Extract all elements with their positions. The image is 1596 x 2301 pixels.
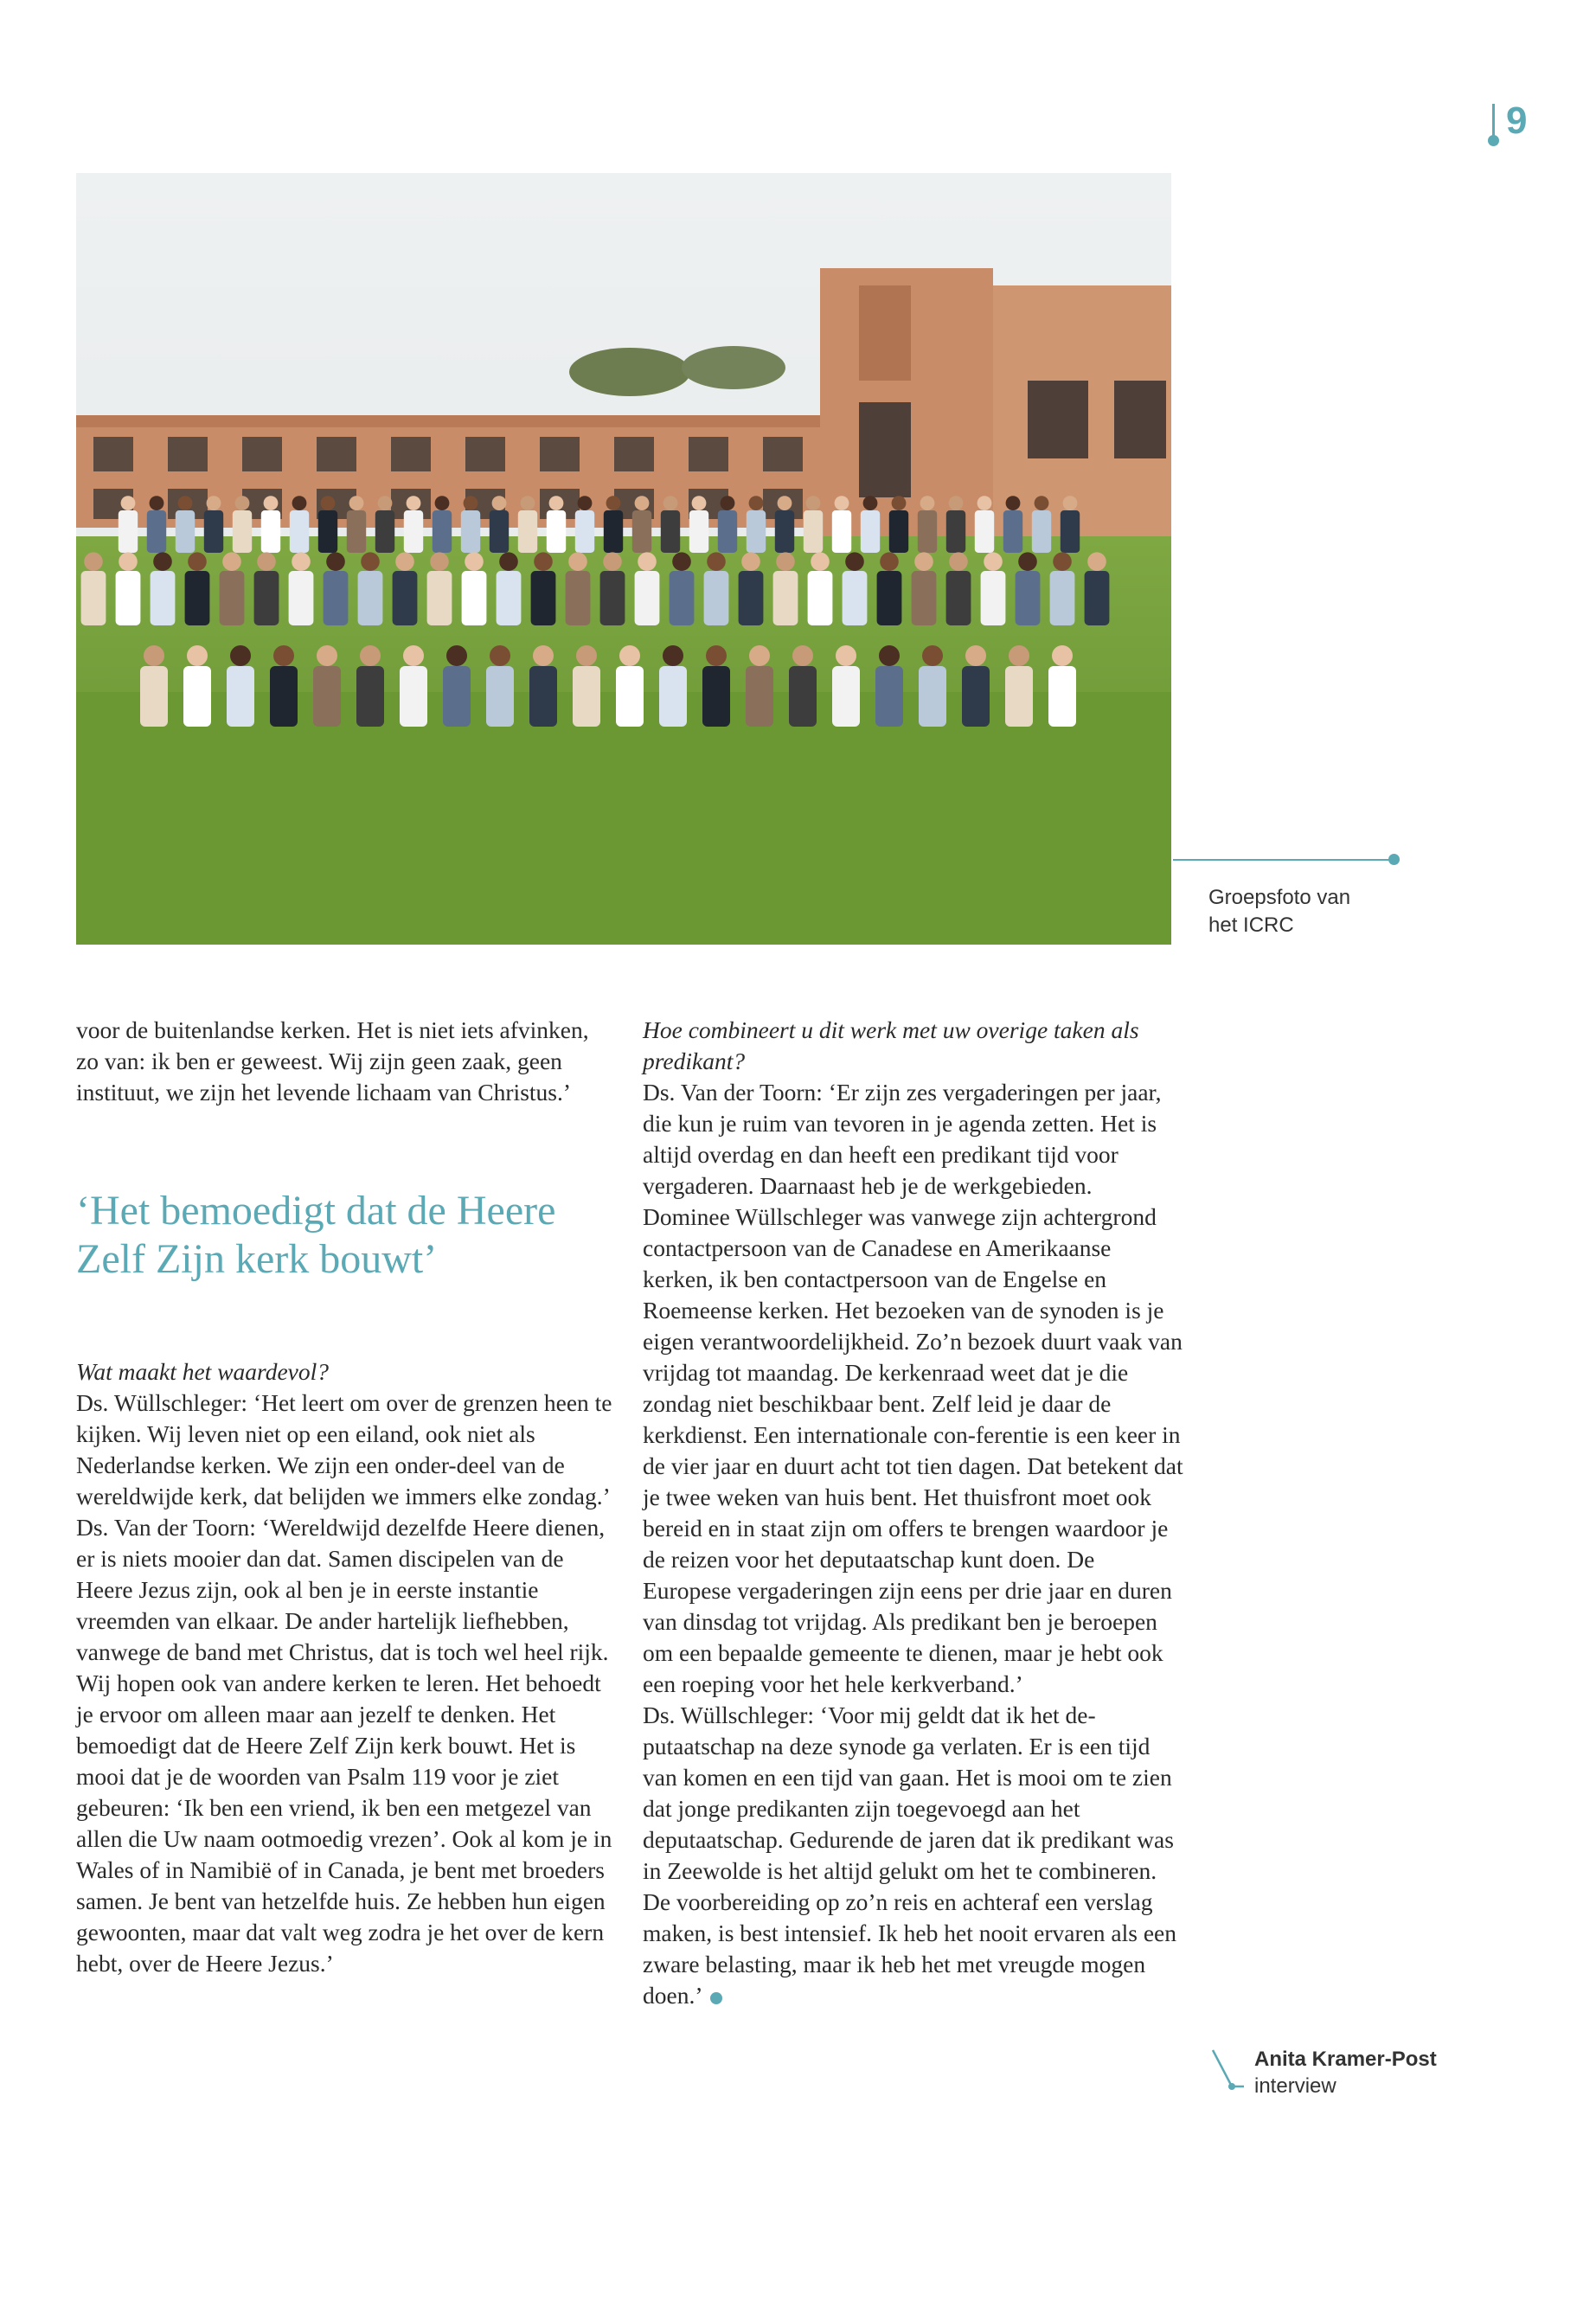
paragraph: Ds. Van der Toorn: ‘Er zijn zes vergaderingen per jaar, die kun je ruim van tevoren in je agenda zetten. Het is altijd overdag en dan heeft een predikant tijd voor vergaderen. Daarnaast heb je de werkgebieden. Dominee Wüllschleger was vanwege zijn achtergrond contactpersoon van de Canadese en Amerikaanse kerken, ik ben contactpersoon van de Engelse en Roemeense kerken. Het bezoeken van de synoden is je eigen verantwoordelijkheid. Zo’n bezoek duurt vaak van vrijdag tot maandag. De kerkenraad weet dat je die zondag niet beschikbaar bent. Zelf leid je daar de kerkdienst. Een internationale con-ferentie is een keer in de vier jaar en duurt acht tot tien dagen. Dat betekent dat je twee weken van huis bent. Het thuisfront moet ook bereid en in staat zijn om offers te brengen waardoor je de reizen voor het deputaatschap kunt doen. De Europese vergaderingen zijn eens per drie jaar en duren van dinsdag tot vrijdag. Als predikant ben je beroepen om een bepaalde gemeente te dienen, maar je hebt ook een roeping voor het hele kerkverband.’ — [643, 1079, 1183, 1697]
photo-caption — [1208, 884, 1416, 939]
caption-line-1: Groepsfoto van — [1208, 886, 1351, 909]
paragraph — [643, 1700, 1183, 2011]
author-arrow-icon — [1211, 2048, 1246, 2093]
page-number-bar — [1492, 104, 1495, 137]
column-left-top — [76, 1015, 612, 1108]
column-right — [643, 1015, 1183, 2011]
paragraph: Ds. Wüllschleger: ‘Het leert om over de grenzen heen te kijken. Wij leven niet op een eiland, ook niet als Nederlandse kerken. We zijn een onder-deel van de wereldwijde kerk, dat belijden we immers elke zondag.’ — [76, 1389, 612, 1509]
author-name: Anita Kramer-Post — [1254, 2048, 1437, 2071]
author-credit — [1254, 2046, 1437, 2099]
paragraph-text: Ds. Wüllschleger: ‘Voor mij geldt dat ik het de-putaatschap na deze synode ga verlaten. Er is een tijd van komen en een tijd van gaan. Het is mooi om te zien dat jonge predikanten zijn toegevoegd aan het deputaatschap. Gedurende de jaren dat ik predikant was in Zeewolde is het altijd gelukt om het te combineren. De voorbereiding op zo’n reis en achteraf een verslag maken, is best intensief. Ik heb het nooit ervaren als een zware belasting, maar ik heb het met vreugde mogen doen.’ — [643, 1702, 1177, 2009]
caption-leader-line — [1173, 859, 1395, 861]
paragraph: voor de buitenlandse kerken. Het is niet iets afvinken, zo van: ik ben er geweest. Wij zijn geen zaak, geen instituut, we zijn het levende lichaam van Christus.’ — [76, 1016, 589, 1106]
question: Wat maakt het waardevol? — [76, 1358, 330, 1385]
caption-line-2: het ICRC — [1208, 913, 1294, 937]
page-number-dot — [1488, 135, 1499, 146]
page-number — [1484, 97, 1570, 147]
author-role: interview — [1254, 2074, 1336, 2098]
group-photo-illustration — [76, 173, 1171, 945]
section-heading: ‘Het bemoedigt dat de Heere Zelf Zijn kerk bouwt’ — [76, 1188, 556, 1282]
column-left-bottom — [76, 1356, 612, 1979]
caption-leader-dot — [1388, 854, 1400, 865]
page-number-text: 9 — [1506, 99, 1528, 142]
group-photo — [76, 173, 1171, 945]
end-of-article-dot — [710, 1992, 722, 2004]
question: Hoe combineert u dit werk met uw overige taken als predikant? — [643, 1016, 1139, 1074]
paragraph: Ds. Van der Toorn: ‘Wereldwijd dezelfde Heere dienen, er is niets mooier dan dat. Samen discipelen van de Heere Jezus zijn, ook al ben je in eerste instantie vreemden van elkaar. De ander hartelijk liefhebben, vanwege de band met Christus, dat is toch wel heel rijk. Wij hopen ook van andere kerken te leren. Het behoedt je ervoor om alleen maar aan jezelf te denken. Het bemoedigt dat de Heere Zelf Zijn kerk bouwt. Het is mooi dat je de woorden van Psalm 119 voor je ziet gebeuren: ‘Ik ben een vriend, ik ben een metgezel van allen die Uw naam ootmoedig vrezen’. Ook al kom je in Wales of in Namibië of in Canada, je bent met broeders samen. Je bent van hetzelfde huis. Ze hebben hun eigen gewoonten, maar dat valt weg zodra je het over de kern hebt, over de Heere Jezus.’ — [76, 1514, 612, 1977]
